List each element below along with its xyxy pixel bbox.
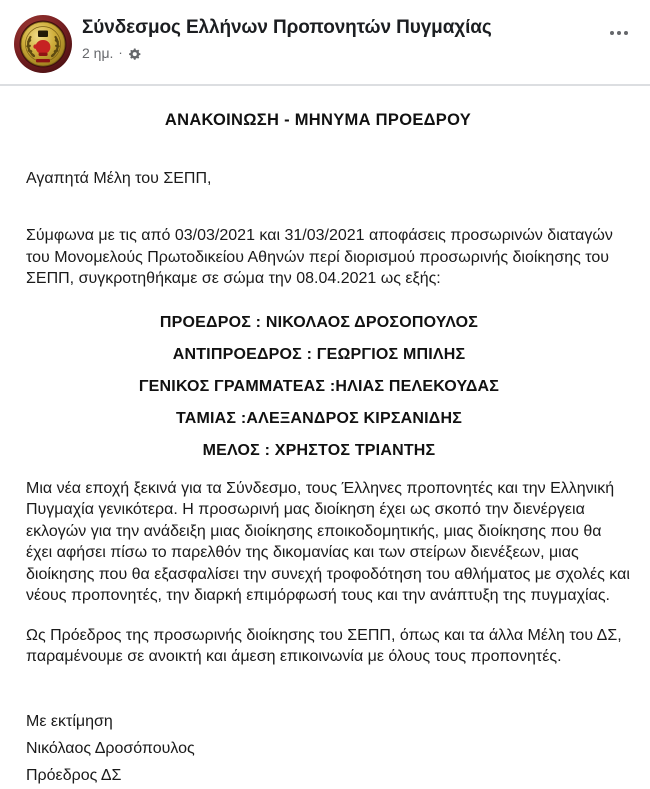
post-meta xyxy=(82,45,634,61)
post-header-text xyxy=(82,14,634,61)
more-options-icon[interactable] xyxy=(604,24,634,42)
vision-paragraph: Μια νέα εποχή ξεκινά για τα Σύνδεσμο, τους Έλληνες προπονητές και την Ελληνική Πυγμαχία γενικότερα. Η προσωρινή μας διοίκηση έχει ως σκοπό την διενέργεια εκλογών για την ανάδειξη μιας διοίκησης εποικοδομητικής, μιας διοίκησης που θα έχει αφήσει πίσω το παρελθόν της δικομανίας και των στείρων διενέξεων, μιας διοίκησης που θα εξασφαλίσει την συνεχή τροφοδότηση του αθλήματος με σχολές και νέους προπονητές, την διαρκή επιμόρφωσή τους και την ανάπτυξη της πυγμαχίας. xyxy=(26,479,630,604)
post-header xyxy=(0,0,650,85)
post-timestamp[interactable]: 2 ημ. xyxy=(82,45,114,61)
officer-president: ΠΡΟΕΔΡΟΣ : ΝΙΚΟΛΑΟΣ ΔΡΟΣΟΠΟΥΛΟΣ xyxy=(159,313,479,331)
dot xyxy=(624,31,628,35)
signature-role: Πρόεδρος ΔΣ xyxy=(26,766,122,784)
officers-list xyxy=(26,312,632,461)
officer-vice-president: ΑΝΤΙΠΡΟΕΔΡΟΣ : ΓΕΩΡΓΙΟΣ ΜΠΙΛΗΣ xyxy=(172,345,466,363)
document-greeting: Αγαπητά Μέλη του ΣΕΠΠ, xyxy=(26,170,212,187)
officer-treasurer: ΤΑΜΙΑΣ :ΑΛΕΞΑΝΔΡΟΣ ΚΙΡΣΑΝΙΔΗΣ xyxy=(175,409,463,427)
signature-name: Νικόλαος Δροσόπουλος xyxy=(26,739,195,757)
officer-general-secretary: ΓΕΝΙΚΟΣ ΓΡΑΜΜΑΤΕΑΣ :ΗΛΙΑΣ ΠΕΛΕΚΟΥΔΑΣ xyxy=(138,377,500,395)
page-name[interactable]: Σύνδεσμος Ελλήνων Προπονητών Πυγμαχίας xyxy=(82,17,492,38)
header-divider xyxy=(0,84,650,86)
contact-paragraph: Ως Πρόεδρος της προσωρινής διοίκησης του ΣΕΠΠ, όπως και τα άλλα Μέλη του ΔΣ, παραμένουμε σε ανοικτή και άμεση επικοινωνία με όλους τους προπονητές. xyxy=(26,626,622,665)
dot xyxy=(610,31,614,35)
avatar[interactable] xyxy=(14,15,72,73)
dot xyxy=(617,31,621,35)
signature-block xyxy=(26,708,632,789)
officer-member: ΜΕΛΟΣ : ΧΡΗΣΤΟΣ ΤΡΙΑΝΤΗΣ xyxy=(202,441,436,459)
document-title: ΑΝΑΚΟΙΝΩΣΗ - ΜΗΝΥΜΑ ΠΡΟΕΔΡΟΥ xyxy=(164,111,472,129)
signature-closing: Με εκτίμηση xyxy=(26,712,113,730)
gear-icon[interactable] xyxy=(128,48,141,61)
association-emblem-avatar-icon xyxy=(14,15,72,73)
meta-separator: · xyxy=(118,45,123,60)
intro-paragraph: Σύμφωνα με τις από 03/03/2021 και 31/03/2021 αποφάσεις προσωρινών διαταγών του Μονομελούς Πρωτοδικείου Αθηνών περί διορισμού προσωρινής διοίκησης του ΣΕΠΠ, συγκροτηθήκαμε σε σώμα την 08.04.2021 ως εξής: xyxy=(26,227,613,287)
announcement-document xyxy=(0,111,650,789)
